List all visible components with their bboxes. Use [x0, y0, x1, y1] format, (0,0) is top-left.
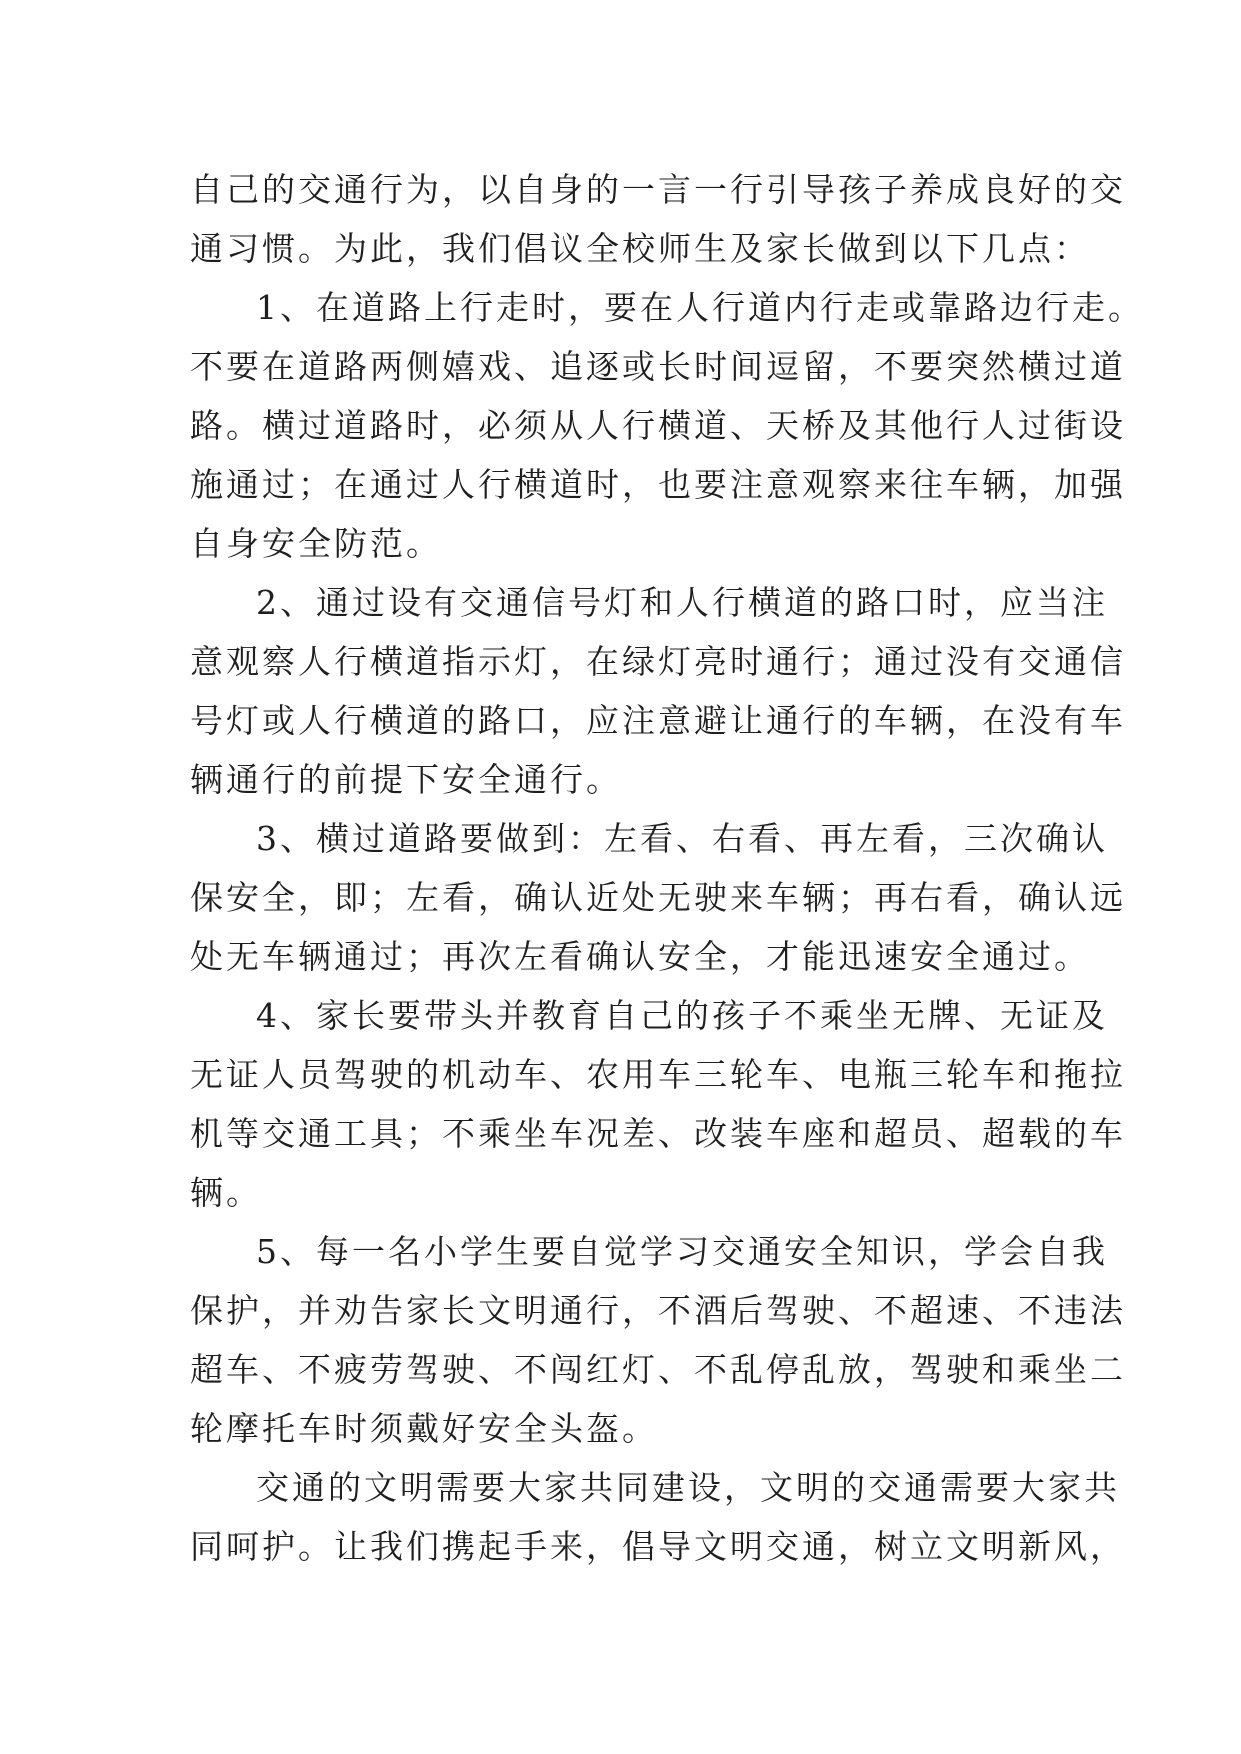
document-body: [190, 160, 1144, 1576]
text-line: 号灯或人行横道的路口，应注意避让通行的车辆，在没有车: [190, 701, 1126, 740]
text-line: 机等交通工具；不乘坐车况差、改装车座和超员、超载的车: [190, 1114, 1126, 1153]
text-line: 轮摩托车时须戴好安全头盔。: [190, 1409, 658, 1448]
text-line: 辆通行的前提下安全通行。: [190, 760, 622, 799]
paragraph-start-line: 1、在道路上行走时，要在人行道内行走或靠路边行走。: [256, 288, 1144, 327]
text-line: 辆。: [190, 1173, 262, 1212]
text-line: 无证人员驾驶的机动车、农用车三轮车、电瓶三轮车和拖拉: [190, 1055, 1126, 1094]
paragraph-start-line: 交通的文明需要大家共同建设，文明的交通需要大家共: [256, 1468, 1120, 1507]
text-line: 不要在道路两侧嬉戏、追逐或长时间逗留，不要突然横过道: [190, 347, 1126, 386]
paragraph-start-line: 2、通过设有交通信号灯和人行横道的路口时，应当注: [256, 583, 1108, 622]
text-line: 自身安全防范。: [190, 524, 442, 563]
text-line: 通习惯。为此，我们倡议全校师生及家长做到以下几点：: [190, 229, 1090, 268]
paragraph-start-line: 4、家长要带头并教育自己的孩子不乘坐无牌、无证及: [256, 996, 1108, 1035]
text-line: 施通过；在通过人行横道时，也要注意观察来往车辆，加强: [190, 465, 1126, 504]
text-line: 超车、不疲劳驾驶、不闯红灯、不乱停乱放，驾驶和乘坐二: [190, 1350, 1126, 1389]
text-line: 同呵护。让我们携起手来，倡导文明交通，树立文明新风，: [190, 1527, 1126, 1566]
text-line: 自己的交通行为，以自身的一言一行引导孩子养成良好的交: [190, 170, 1126, 209]
paragraph-start-line: 3、横过道路要做到：左看、右看、再左看，三次确认: [256, 819, 1108, 858]
text-line: 处无车辆通过；再次左看确认安全，才能迅速安全通过。: [190, 937, 1090, 976]
text-line: 保安全，即；左看，确认近处无驶来车辆；再右看，确认远: [190, 878, 1126, 917]
paragraph-start-line: 5、每一名小学生要自觉学习交通安全知识，学会自我: [256, 1232, 1108, 1271]
text-line: 保护，并劝告家长文明通行，不酒后驾驶、不超速、不违法: [190, 1291, 1126, 1330]
text-line: 意观察人行横道指示灯，在绿灯亮时通行；通过没有交通信: [190, 642, 1126, 681]
text-line: 路。横过道路时，必须从人行横道、天桥及其他行人过街设: [190, 406, 1126, 445]
